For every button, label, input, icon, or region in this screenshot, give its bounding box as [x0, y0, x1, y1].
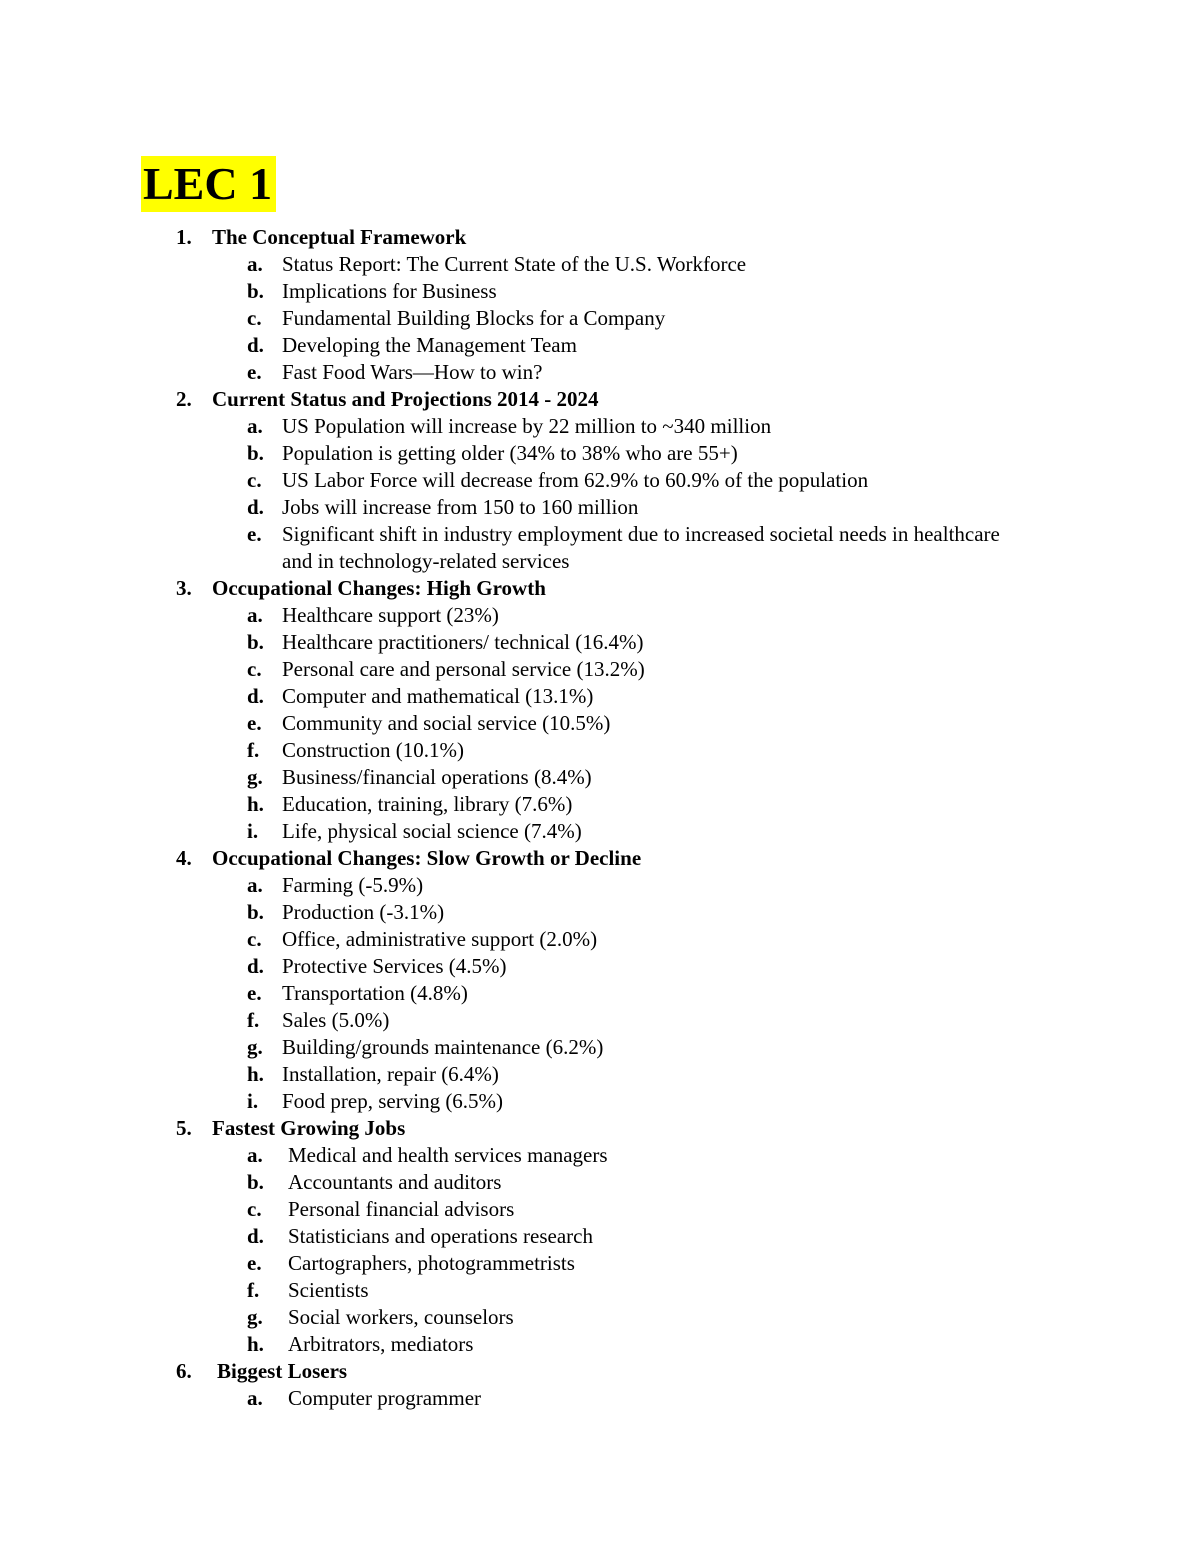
item-letter: e. [247, 981, 262, 1005]
item-letter: c. [247, 1197, 262, 1221]
item-letter: d. [247, 333, 264, 357]
list-item [0, 953, 1200, 980]
list-item [0, 1061, 1200, 1088]
item-text: Developing the Management Team [282, 333, 577, 357]
item-letter: a. [247, 873, 263, 897]
item-text: Arbitrators, mediators [288, 1332, 474, 1356]
item-letter: d. [247, 684, 264, 708]
item-text: Population is getting older (34% to 38% who are 55+) [282, 441, 738, 465]
section-title: The Conceptual Framework [212, 225, 467, 249]
section-number: 3. [176, 576, 192, 600]
section-number: 4. [176, 846, 192, 870]
item-text: Cartographers, photogrammetrists [288, 1251, 575, 1275]
list-item [0, 899, 1200, 926]
item-text: Transportation (4.8%) [282, 981, 468, 1005]
item-letter: a. [247, 414, 263, 438]
list-item [0, 251, 1200, 278]
item-text: Personal care and personal service (13.2%) [282, 657, 645, 681]
item-text: Production (-3.1%) [282, 900, 445, 924]
list-item [0, 1196, 1200, 1223]
list-item [0, 1385, 1200, 1412]
list-item [0, 791, 1200, 818]
item-letter: h. [247, 1062, 264, 1086]
item-letter: e. [247, 711, 262, 735]
list-item [0, 710, 1200, 737]
item-text: Fast Food Wars—How to win? [282, 360, 543, 384]
item-text: Farming (-5.9%) [282, 873, 424, 897]
list-item [0, 1223, 1200, 1250]
section-heading [0, 224, 1200, 251]
list-item [0, 1142, 1200, 1169]
section-number: 1. [176, 225, 192, 249]
item-text: Statisticians and operations research [288, 1224, 593, 1248]
item-text: Significant shift in industry employment due to increased societal needs in healthcare and in technology-related services [282, 522, 1000, 573]
item-text: US Population will increase by 22 million to ~340 million [282, 414, 772, 438]
item-letter: a. [247, 1386, 263, 1410]
list-item [0, 305, 1200, 332]
item-letter: a. [247, 603, 263, 627]
list-item [0, 332, 1200, 359]
item-text: Food prep, serving (6.5%) [282, 1089, 504, 1113]
outline-list [0, 224, 1200, 1412]
item-letter: e. [247, 360, 262, 384]
list-item [0, 1169, 1200, 1196]
item-letter: h. [247, 792, 264, 816]
section-heading [0, 386, 1200, 413]
item-text: Community and social service (10.5%) [282, 711, 611, 735]
item-letter: b. [247, 900, 264, 924]
list-item [0, 278, 1200, 305]
list-item [0, 1088, 1200, 1115]
section-number: 2. [176, 387, 192, 411]
item-letter: e. [247, 522, 262, 546]
list-item [0, 764, 1200, 791]
item-text: Business/financial operations (8.4%) [282, 765, 592, 789]
item-letter: a. [247, 252, 263, 276]
item-letter: b. [247, 441, 264, 465]
item-letter: c. [247, 306, 262, 330]
section-heading [0, 845, 1200, 872]
item-letter: b. [247, 630, 264, 654]
list-item [0, 521, 1200, 575]
item-text: Building/grounds maintenance (6.2%) [282, 1035, 604, 1059]
document-title: LEC 1 [141, 156, 276, 212]
list-item [0, 1007, 1200, 1034]
item-letter: h. [247, 1332, 264, 1356]
item-letter: f. [247, 738, 260, 762]
list-item [0, 656, 1200, 683]
item-text: Jobs will increase from 150 to 160 million [282, 495, 639, 519]
list-item [0, 980, 1200, 1007]
list-item [0, 737, 1200, 764]
item-letter: d. [247, 495, 264, 519]
item-letter: i. [247, 1089, 259, 1113]
list-item [0, 1277, 1200, 1304]
item-text: Education, training, library (7.6%) [282, 792, 573, 816]
item-letter: d. [247, 1224, 264, 1248]
item-letter: g. [247, 765, 263, 789]
list-item [0, 467, 1200, 494]
list-item [0, 683, 1200, 710]
section-title: Fastest Growing Jobs [212, 1116, 406, 1140]
item-text: Status Report: The Current State of the U.S. Workforce [282, 252, 747, 276]
section-heading [0, 575, 1200, 602]
item-text: Healthcare support (23%) [282, 603, 499, 627]
item-text: Scientists [288, 1278, 369, 1302]
list-item [0, 629, 1200, 656]
section-title: Occupational Changes: High Growth [212, 576, 546, 600]
section-title: Biggest Losers [217, 1359, 348, 1383]
list-item [0, 413, 1200, 440]
list-item [0, 494, 1200, 521]
list-item [0, 602, 1200, 629]
item-letter: c. [247, 927, 262, 951]
list-item [0, 1331, 1200, 1358]
item-letter: g. [247, 1035, 263, 1059]
item-letter: f. [247, 1008, 260, 1032]
item-letter: i. [247, 819, 259, 843]
section-number: 6. [176, 1359, 192, 1383]
item-letter: b. [247, 1170, 264, 1194]
item-letter: c. [247, 657, 262, 681]
section-number: 5. [176, 1116, 192, 1140]
list-item [0, 440, 1200, 467]
list-item [0, 926, 1200, 953]
item-text: Accountants and auditors [288, 1170, 502, 1194]
item-text: Healthcare practitioners/ technical (16.4%) [282, 630, 644, 654]
item-text: Sales (5.0%) [282, 1008, 390, 1032]
item-text: Office, administrative support (2.0%) [282, 927, 598, 951]
item-text: Construction (10.1%) [282, 738, 464, 762]
list-item [0, 359, 1200, 386]
item-letter: g. [247, 1305, 263, 1329]
section-heading [0, 1358, 1200, 1385]
list-item [0, 818, 1200, 845]
list-item [0, 1250, 1200, 1277]
item-text: Implications for Business [282, 279, 497, 303]
list-item [0, 1034, 1200, 1061]
section-title: Current Status and Projections 2014 - 2024 [212, 387, 599, 411]
item-text: Life, physical social science (7.4%) [282, 819, 582, 843]
item-text: Protective Services (4.5%) [282, 954, 507, 978]
item-text: Fundamental Building Blocks for a Company [282, 306, 666, 330]
section-heading [0, 1115, 1200, 1142]
list-item [0, 1304, 1200, 1331]
item-letter: c. [247, 468, 262, 492]
item-text: Installation, repair (6.4%) [282, 1062, 499, 1086]
item-letter: e. [247, 1251, 262, 1275]
item-text: US Labor Force will decrease from 62.9% to 60.9% of the population [282, 468, 869, 492]
item-letter: a. [247, 1143, 263, 1167]
item-letter: b. [247, 279, 264, 303]
list-item [0, 872, 1200, 899]
item-letter: d. [247, 954, 264, 978]
section-title: Occupational Changes: Slow Growth or Decline [212, 846, 642, 870]
item-text: Computer programmer [288, 1386, 482, 1410]
item-text: Computer and mathematical (13.1%) [282, 684, 594, 708]
item-text: Personal financial advisors [288, 1197, 515, 1221]
item-text: Social workers, counselors [288, 1305, 514, 1329]
item-text: Medical and health services managers [288, 1143, 608, 1167]
item-letter: f. [247, 1278, 260, 1302]
